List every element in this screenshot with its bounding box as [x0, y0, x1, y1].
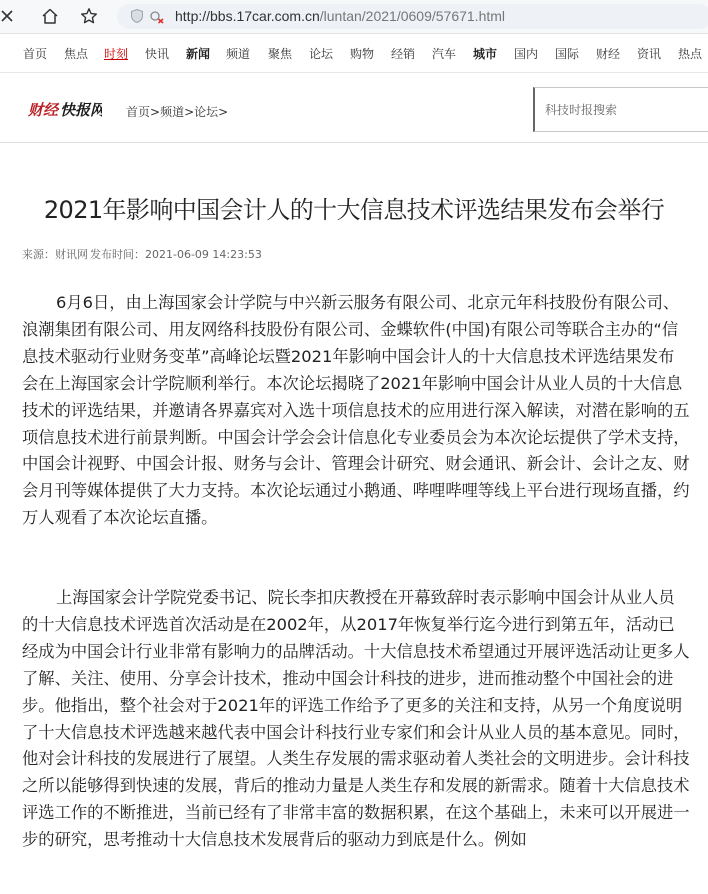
nav-item-moment[interactable]: 时刻	[104, 47, 129, 61]
article-paragraph	[22, 585, 690, 854]
nav-item-flash[interactable]: 快讯	[145, 47, 170, 61]
shield-icon[interactable]	[129, 8, 145, 24]
nav-item-international[interactable]: 国际	[555, 47, 580, 61]
nav-item-info[interactable]: 资讯	[637, 47, 662, 61]
nav-item-spotlight[interactable]: 聚焦	[268, 47, 293, 61]
article-meta	[22, 246, 262, 262]
nav-item-finance[interactable]: 财经	[596, 47, 621, 61]
nav-item-focus[interactable]: 焦点	[64, 47, 89, 61]
article-paragraph	[22, 290, 690, 532]
paragraph-text: 上海国家会计学院党委书记、院长李扣庆教授在开幕致辞时表示影响中国会计从业人员的十大信息技术评选首次活动是在2002年，从2017年恢复举行迄今进行到第五年，活动已经成为中国会计行业非常有影响力的品牌活动。十大信息技术希望通过开展评选活动让更多人了解、关注、使用、分享会计技术，推动中国会计科技的进步，进而推动整个中国社会的进步。他指出，整个社会对于2021年的评选工作给予了更多的关注和支持，从另一个角度说明了十大信息技术评选越来越代表中国会计科技行业专家们和会计从业人员的基本意见。同时，他对会计科技的发展进行了展望。人类生存发展的需求驱动着人类社会的文明进步。会计科技之所以能够得到快速的发展，背后的推动力量是人类生存和发展的新需求。随着十大信息技术评选工作的不断推进，当前已经有了非常丰富的数据积累，在这个基础上，未来可以开展进一步的研究，思考推动十大信息技术发展背后的驱动力到底是什么。例如	[22, 588, 690, 850]
paragraph-text: 6月6日，由上海国家会计学院与中兴新云服务有限公司、北京元年科技股份有限公司、浪潮集团有限公司、用友网络科技股份有限公司、金蝶软件(中国)有限公司等联合主办的“信息技术驱动行业财务变革”高峰论坛暨2021年影响中国会计人的十大信息技术评选结果发布会在上海国家会计学院顺利举行。本次论坛揭晓了2021年影响中国会计从业人员的十大信息技术的评选结果，并邀请各界嘉宾对入选十项信息技术的应用进行深入解读，对潜在影响的五项信息技术进行前景判断。中国会计学会会计信息化专业委员会为本次论坛提供了学术支持，中国会计视野、中国会计报、财务与会计、管理会计研究、财会通讯、新会计、会计之友、财会月刊等媒体提供了大力支持。本次论坛通过小鹅通、哔哩哔哩等线上平台进行现场直播，约万人观看了本次论坛直播。	[22, 293, 690, 528]
breadcrumb-home[interactable]: 首页	[126, 105, 151, 119]
breadcrumb-separator: >	[184, 105, 195, 119]
url-text[interactable]: http://bbs.17car.com.cn/luntan/2021/0609/57671.html	[175, 8, 506, 24]
article-publish-time: 发布时间：2021-06-09 14:23:53	[90, 248, 262, 261]
star-icon[interactable]	[78, 5, 100, 27]
breadcrumb-forum[interactable]: 论坛	[194, 105, 219, 119]
close-tab-icon[interactable]	[0, 5, 18, 27]
breadcrumb	[126, 103, 228, 120]
browser-toolbar	[0, 0, 708, 34]
address-bar[interactable]	[117, 4, 708, 29]
breadcrumb-separator: >	[150, 105, 161, 119]
nav-item-dealer[interactable]: 经销	[391, 47, 416, 61]
nav-item-city[interactable]: 城市	[473, 47, 498, 61]
breadcrumb-channel[interactable]: 频道	[160, 105, 185, 119]
home-icon[interactable]	[39, 5, 61, 27]
site-logo[interactable]	[26, 97, 102, 119]
nav-item-domestic[interactable]: 国内	[514, 47, 539, 61]
nav-item-news[interactable]: 新闻	[186, 47, 211, 61]
nav-item-channel[interactable]: 频道	[226, 47, 251, 61]
nav-item-hot[interactable]: 热点	[678, 47, 703, 61]
nav-item-home[interactable]: 首页	[23, 47, 48, 61]
site-header	[0, 73, 708, 143]
nav-item-auto[interactable]: 汽车	[432, 47, 457, 61]
blocked-icon[interactable]	[149, 9, 165, 25]
channel-nav	[0, 34, 708, 73]
search-box	[533, 87, 708, 132]
nav-item-shopping[interactable]: 购物	[350, 47, 375, 61]
breadcrumb-separator: >	[218, 105, 229, 119]
article-source: 来源：财讯网	[22, 248, 88, 261]
svg-text:快报网: 快报网	[60, 101, 102, 119]
search-input[interactable]	[535, 88, 695, 131]
svg-text:财经: 财经	[28, 101, 59, 119]
article-title: 2021年影响中国会计人的十大信息技术评选结果发布会举行	[43, 196, 665, 224]
nav-item-forum[interactable]: 论坛	[309, 47, 334, 61]
